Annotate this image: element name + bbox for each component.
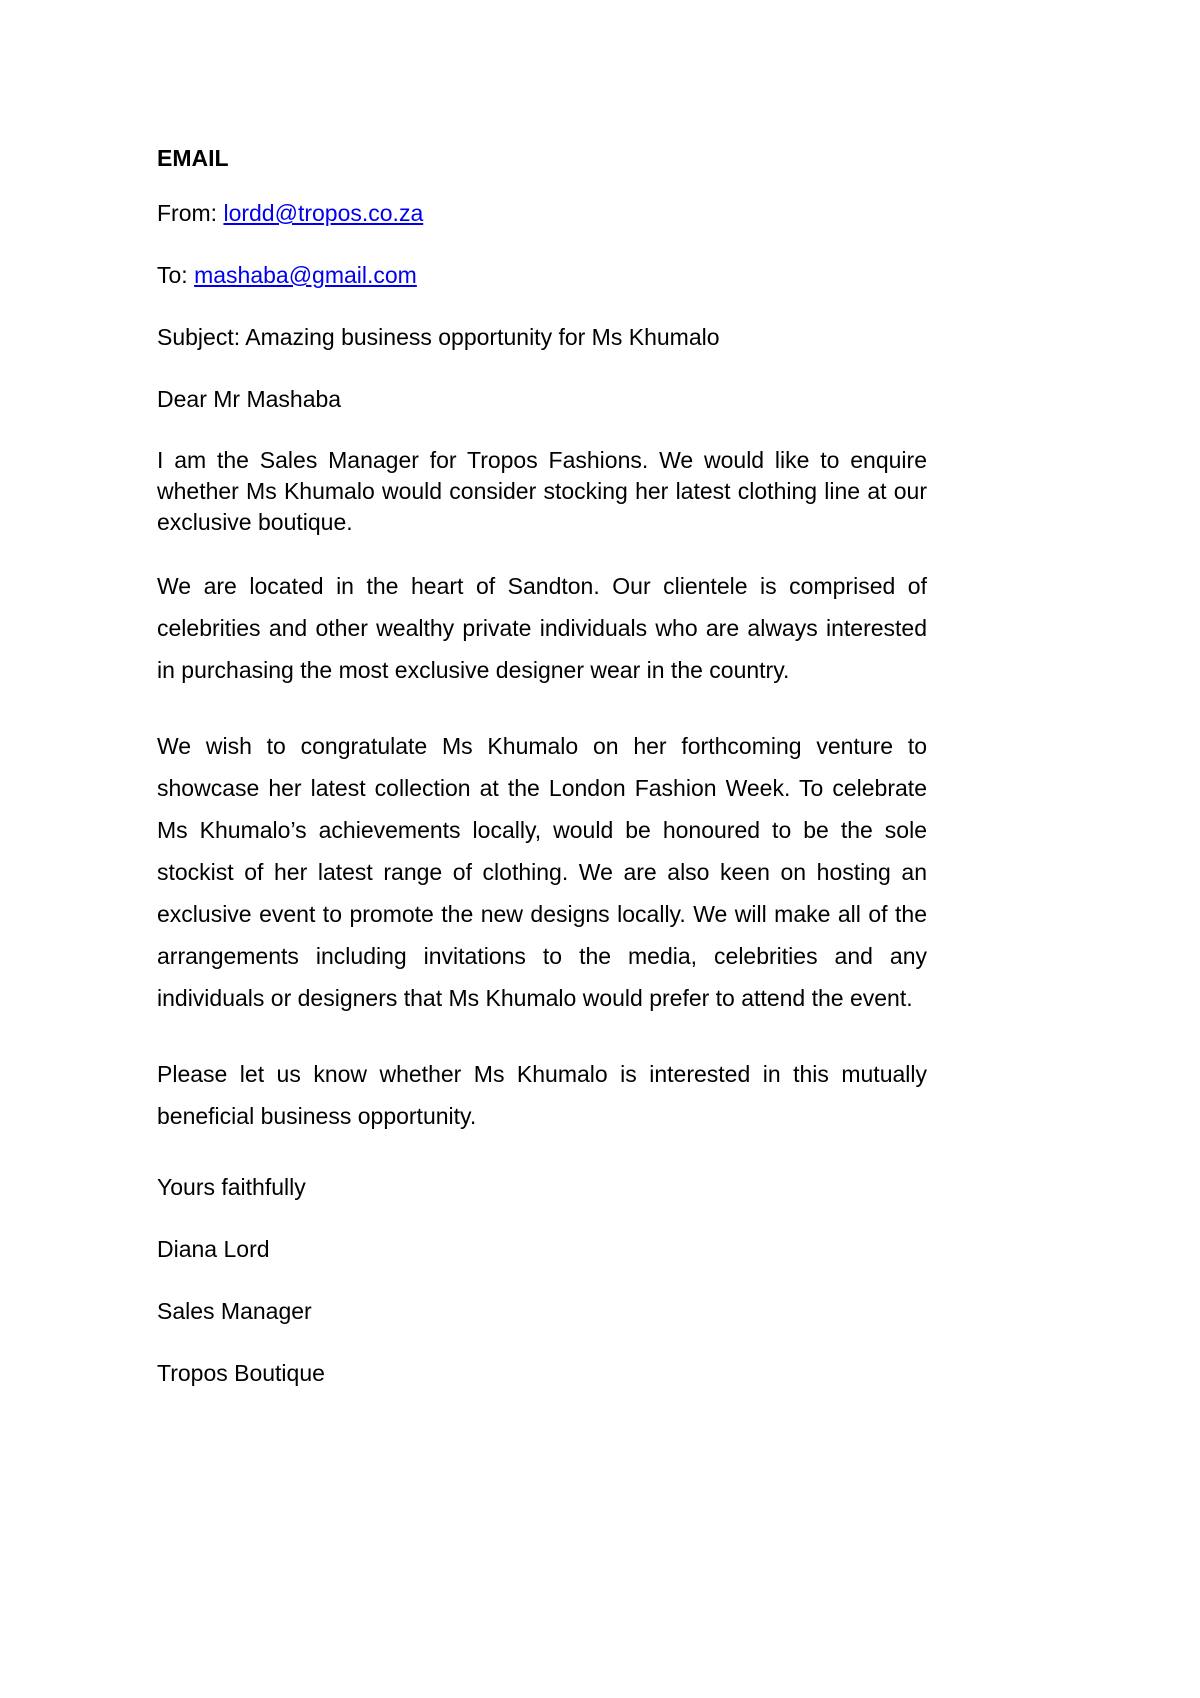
from-line [157,197,927,229]
to-label: To: [157,262,188,288]
body-paragraph-congratulations: We wish to congratulate Ms Khumalo on her forthcoming venture to showcase her latest collection at the London Fashion Week. To celebrate Ms Khumalo’s achievements locally, would be honoured to be the sole stockist of her latest range of clothing. We are also keen on hosting an exclusive event to promote the new designs locally. We will make all of the arrangements including invitations to the media, celebrities and any individuals or designers that Ms Khumalo would prefer to attend the event. [157,733,927,1011]
salutation: Dear Mr Mashaba [157,386,342,412]
body-paragraph-location: We are located in the heart of Sandton. Our clientele is comprised of celebrities and other wealthy private individuals who are always interested in purchasing the most exclusive designer wear in the country. [157,573,927,683]
subject-line: Subject: Amazing business opportunity for Ms Khumalo [157,324,720,350]
email-document [157,142,927,1419]
signature-title: Sales Manager [157,1298,312,1324]
signature-name: Diana Lord [157,1236,270,1262]
closing: Yours faithfully [157,1174,306,1200]
body-paragraph-intro: I am the Sales Manager for Tropos Fashions. We would like to enquire whether Ms Khumalo would consider stocking her latest clothing line at our exclusive boutique. [157,447,927,535]
body-paragraph-request: Please let us know whether Ms Khumalo is interested in this mutually beneficial business opportunity. [157,1061,927,1129]
from-email-link[interactable]: lordd@tropos.co.za [223,200,424,226]
signature-company: Tropos Boutique [157,1360,325,1386]
to-line [157,259,927,291]
from-label: From: [157,200,218,226]
document-heading: EMAIL [157,145,229,171]
to-email-link[interactable]: mashaba@gmail.com [194,262,417,288]
